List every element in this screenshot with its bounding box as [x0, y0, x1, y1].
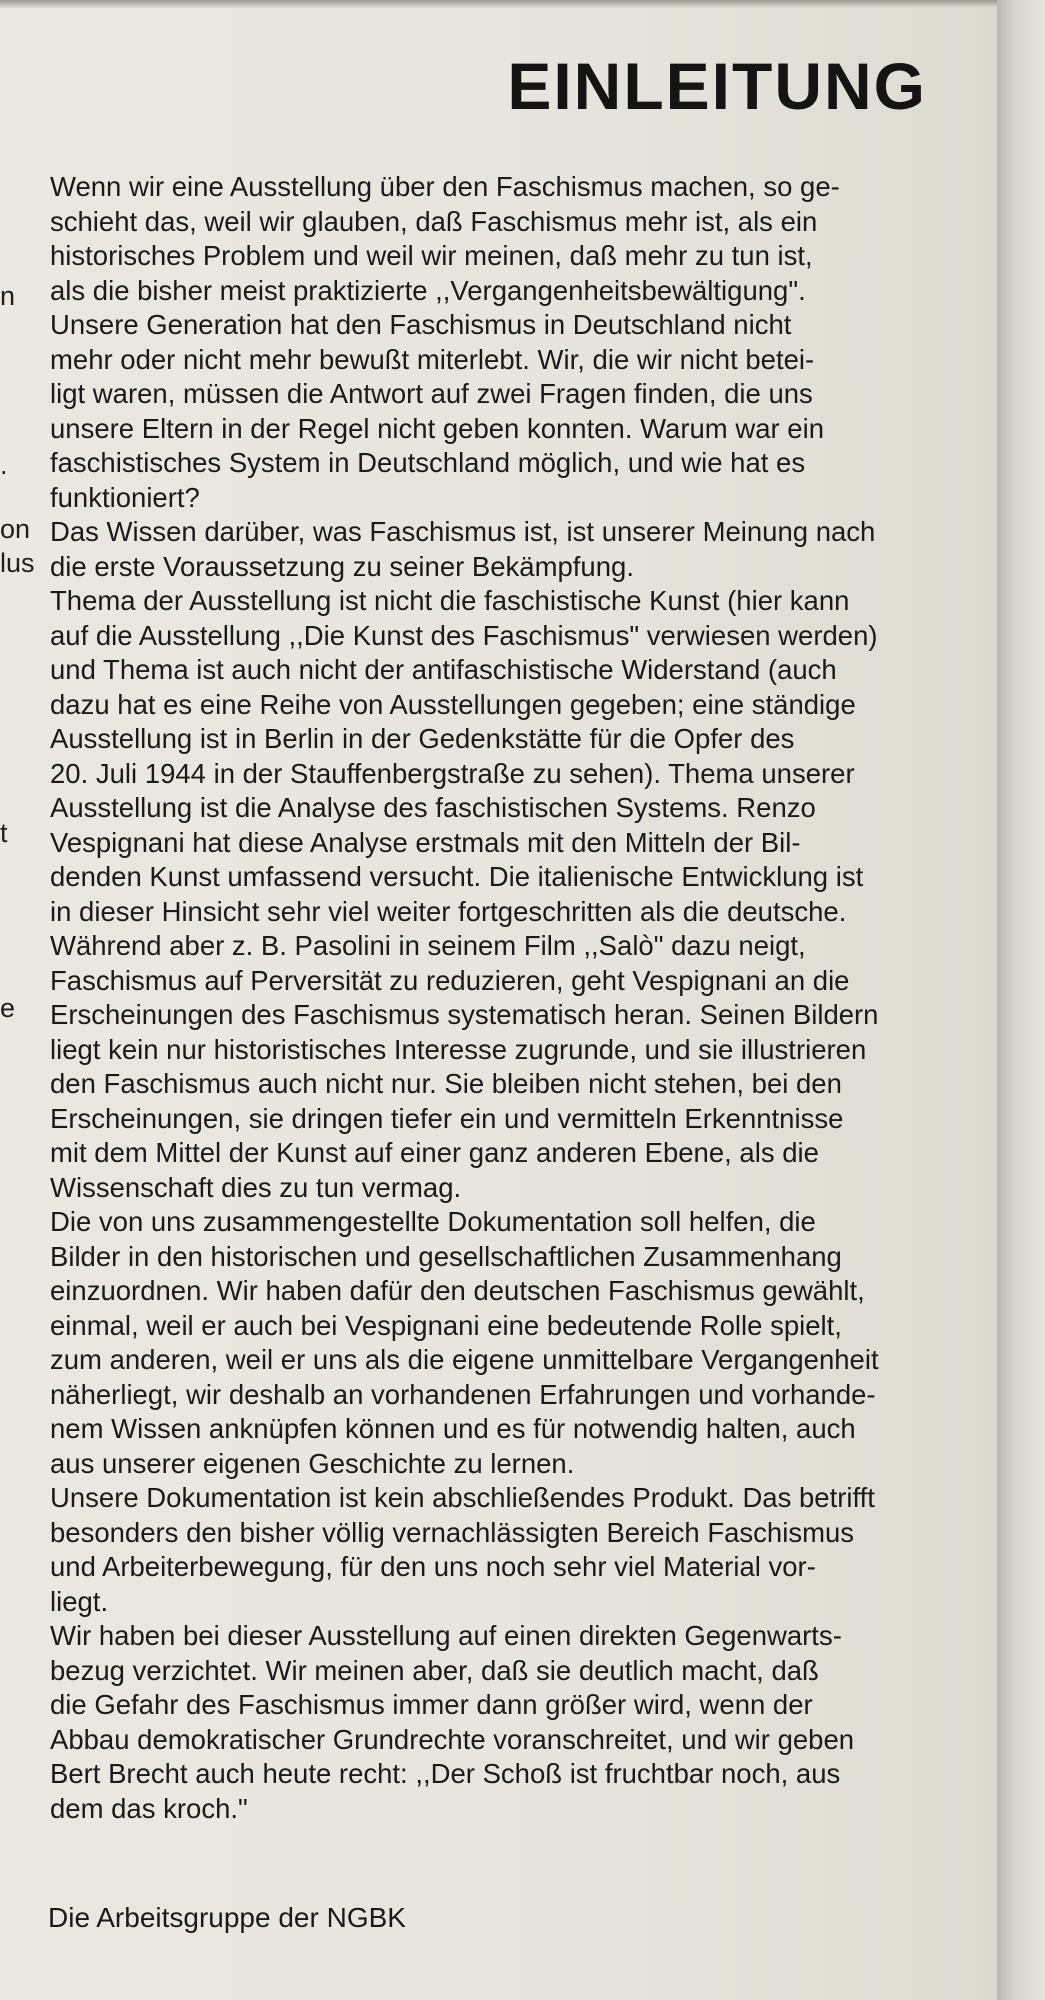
- margin-fragment: on: [0, 514, 31, 544]
- paragraph: Die von uns zusammengestellte Dokumentation soll helfen, die Bilder in den historischen und gesellschaftlichen Zusammenhang einzuordnen. Wir haben dafür den deutschen Faschismus gewählt, einmal, weil er auch bei Vespignani eine bedeutende Rolle spielt, zum anderen, weil er uns als die eigene unmittelbare Vergangenheit näherliegt, wir deshalb an vorhandenen Erfahrungen und vorhande- nem Wissen anknüpfen können und es für notwendig halten, auch aus unserer eigenen Geschichte zu lernen.: [50, 1206, 879, 1479]
- margin-fragment: t: [0, 818, 8, 848]
- margin-fragment: e: [0, 993, 16, 1023]
- margin-fragment: .: [0, 450, 8, 480]
- page-edge-shadow: [997, 0, 1045, 2000]
- paragraph: Wenn wir eine Ausstellung über den Faschismus machen, so ge- schieht das, weil wir glauben, daß Faschismus mehr ist, als ein historisches Problem und weil wir meinen, daß mehr zu tun ist, als die bisher meist praktizierte ,,Vergangenheitsbewältigung". Unsere Generation hat den Faschismus in Deutschland nicht mehr oder nicht mehr bewußt miterlebt. Wir, die wir nicht betei- ligt waren, müssen die Antwort auf zwei Fragen finden, die uns unsere Eltern in der Regel nicht geben konnten. Warum war ein faschistisches System in Deutschland möglich, und wie hat es funktioniert?: [50, 171, 840, 513]
- left-margin-fragments: [0, 0, 40, 2000]
- margin-fragment: lus: [0, 548, 35, 578]
- paragraph: Unsere Dokumentation ist kein abschließendes Produkt. Das betrifft besonders den bisher völlig vernachlässigten Bereich Faschismus und Arbeiterbewegung, für den uns noch sehr viel Material vor- liegt.: [50, 1482, 875, 1617]
- paragraph: Wir haben bei dieser Ausstellung auf einen direkten Gegenwarts- bezug verzichtet. Wir meinen aber, daß sie deutlich macht, daß die Gefahr des Faschismus immer dann größer wird, wenn der Abbau demokratischer Grundrechte voranschreitet, und wir geben Bert Brecht auch heute recht: ,,Der Schoß ist fruchtbar noch, aus dem das kroch.": [50, 1620, 855, 1824]
- margin-fragment: n: [0, 281, 16, 311]
- paragraph: Das Wissen darüber, was Faschismus ist, ist unserer Meinung nach die erste Voraussetzung zu seiner Bekämpfung.: [50, 516, 876, 582]
- signature: Die Arbeitsgruppe der NGBK: [48, 1902, 406, 1933]
- page-top-edge: [0, 0, 1045, 8]
- paragraph: Thema der Ausstellung ist nicht die faschistische Kunst (hier kann auf die Ausstellung ,,Die Kunst des Faschismus" verwiesen werden) und Thema ist auch nicht der antifaschistische Widerstand (auch dazu hat es eine Reihe von Ausstellungen gegeben; eine ständige Ausstellung ist in Berlin in der Gedenkstätte für die Opfer des 20. Juli 1944 in der Stauffenbergstraße zu sehen). Thema unserer Ausstellung ist die Analyse des faschistischen Systems. Renzo Vespignani hat diese Analyse erstmals mit den Mitteln der Bil- denden Kunst umfassend versucht. Die italienische Entwicklung ist in dieser Hinsicht sehr viel weiter fortgeschritten als die deutsche. Während aber z. B. Pasolini in seinem Film ,,Salò" dazu neigt, Faschismus auf Perversität zu reduzieren, geht Vespignani an die Erscheinungen des Faschismus systematisch heran. Seinen Bildern liegt kein nur historistisches Interesse zugrunde, und sie illustrieren den Faschismus auch nicht nur. Sie bleiben nicht stehen, bei den Erscheinungen, sie dringen tiefer ein und vermitteln Erkenntnisse mit dem Mittel der Kunst auf einer ganz anderen Ebene, als die Wissenschaft dies zu tun vermag.: [50, 585, 879, 1203]
- page-title: EINLEITUNG: [507, 49, 927, 123]
- body-text: [50, 170, 1000, 1826]
